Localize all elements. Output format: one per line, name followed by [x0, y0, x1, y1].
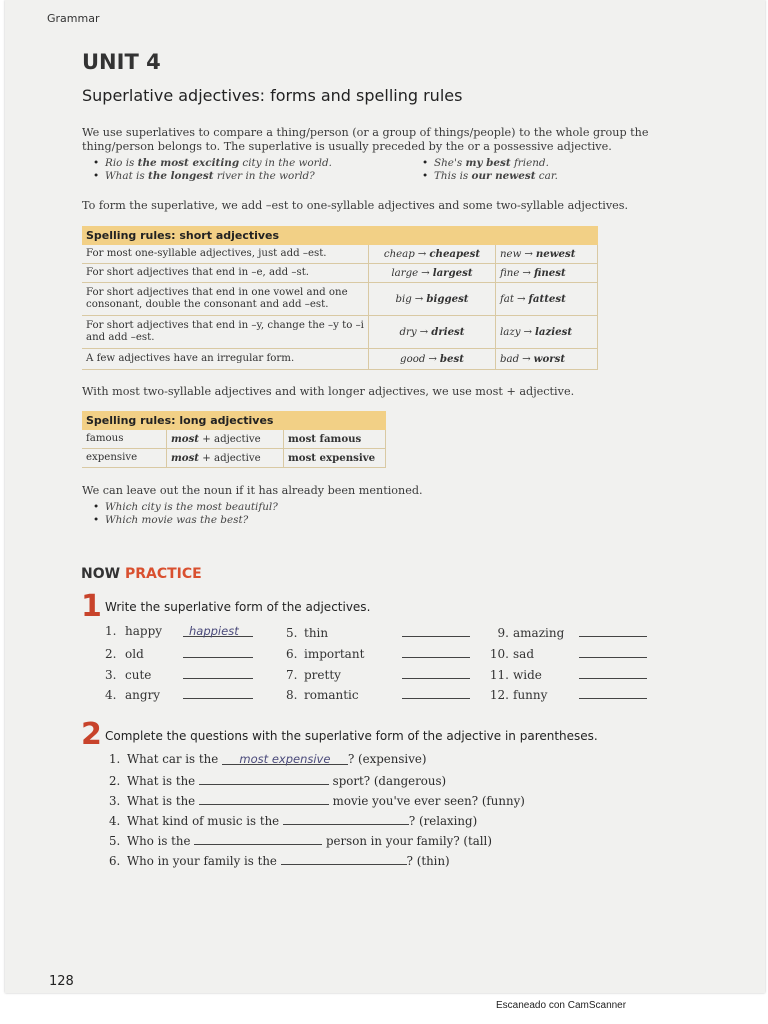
intro-paragraph: We use superlatives to compare a thing/person (or a group of things/people) to the whole group the thing/person belongs to. The superlative is usually preceded by the or a possessive adjective. [82, 126, 649, 153]
example-cell: cheap → cheapest [369, 245, 496, 264]
question-item: 6. Who in your family is the ? (thin) [109, 854, 450, 868]
scanner-watermark: Escaneado con CamScanner [496, 1000, 627, 1011]
answer-field[interactable] [194, 832, 322, 845]
exercise-item: 8. romantic [286, 686, 470, 702]
exercise-item: 10. sad [481, 645, 647, 661]
example-cell: good → best [369, 349, 496, 370]
answer-field[interactable] [183, 666, 253, 679]
example-cell: bad → worst [496, 349, 598, 370]
table-row [82, 449, 386, 468]
exercise-item: 5. thin [286, 624, 470, 640]
example-cell: fine → finest [496, 264, 598, 283]
short-adjectives-table [82, 226, 598, 370]
two-syllable-note: With most two-syllable adjectives and with longer adjectives, we use most + adjective. [82, 385, 575, 398]
example-cell: fat → fattest [496, 283, 598, 316]
rule-cell: For short adjectives that end in –e, add –st. [82, 264, 369, 283]
adjective-cell: expensive [82, 449, 167, 468]
answer-field[interactable] [402, 624, 470, 637]
leave-out-text: We can leave out the noun if it has already been mentioned. [82, 484, 423, 497]
example-cell: dry → driest [369, 316, 496, 349]
exercise-2-items [109, 752, 669, 872]
rule-cell: For short adjectives that end in –y, change the –y to –i and add –est. [82, 316, 369, 349]
example-sentence: • Which city is the most beautiful? [93, 501, 493, 514]
exercise-item: 11. wide [481, 666, 647, 682]
example-cell: new → newest [496, 245, 598, 264]
exercise-item: 1. happy happiest [105, 624, 253, 638]
question-item: 1. What car is the most expensive ? (expensive) [109, 752, 427, 766]
formula-cell: most + adjective [167, 449, 284, 468]
example-cell: large → largest [369, 264, 496, 283]
answer-field[interactable] [579, 686, 647, 699]
answer-field[interactable] [402, 666, 470, 679]
question-item: 4. What kind of music is the ? (relaxing) [109, 814, 478, 828]
table-row [82, 283, 598, 316]
example-cell: big → biggest [369, 283, 496, 316]
example-sentence: • This is our newest car. [422, 170, 662, 183]
document-page [5, 0, 765, 993]
exercise-item: 7. pretty [286, 666, 470, 682]
answer-field[interactable] [183, 645, 253, 658]
adjective-cell: famous [82, 430, 167, 449]
examples-left [93, 157, 423, 183]
answer-field[interactable]: most expensive [222, 752, 348, 765]
exercise-2-number: 2 [81, 717, 102, 752]
question-item: 2. What is the sport? (dangerous) [109, 774, 447, 788]
exercise-item: 4. angry [105, 686, 253, 702]
answer-field[interactable]: happiest [183, 624, 253, 637]
table-row [82, 430, 386, 449]
answer-field[interactable] [579, 624, 647, 637]
long-adjectives-table [82, 411, 386, 468]
answer-field[interactable] [199, 792, 329, 805]
exercise-item: 9. amazing [481, 624, 647, 640]
answer-field[interactable] [402, 645, 470, 658]
examples-right [422, 157, 662, 183]
answer-field[interactable] [183, 686, 253, 699]
exercise-item: 2. old [105, 645, 253, 661]
result-cell: most famous [284, 430, 386, 449]
exercise-item: 12. funny [481, 686, 647, 702]
table-row [82, 316, 598, 349]
question-item: 5. Who is the person in your family? (tall) [109, 834, 492, 848]
answer-field[interactable] [402, 686, 470, 699]
answer-field[interactable] [283, 812, 409, 825]
formula-cell: most + adjective [167, 430, 284, 449]
example-sentence: • What is the longest river in the world? [93, 170, 423, 183]
rule-cell: For most one-syllable adjectives, just add –est. [82, 245, 369, 264]
example-sentence: • She's my best friend. [422, 157, 662, 170]
answer-field[interactable] [281, 852, 407, 865]
question-item: 3. What is the movie you've ever seen? (funny) [109, 794, 525, 808]
table-row [82, 349, 598, 370]
example-sentence: • Which movie was the best? [93, 514, 493, 527]
exercise-item: 6. important [286, 645, 470, 661]
unit-title: UNIT 4 [82, 50, 161, 74]
exercise-item: 3. cute [105, 666, 253, 682]
form-rule-text: To form the superlative, we add –est to one-syllable adjectives and some two-syllable adjectives. [82, 199, 629, 212]
exercise-1-number: 1 [81, 589, 102, 624]
example-cell: lazy → laziest [496, 316, 598, 349]
example-sentence: • Rio is the most exciting city in the world. [93, 157, 423, 170]
answer-field[interactable] [579, 645, 647, 658]
table-header: Spelling rules: short adjectives [82, 226, 598, 245]
practice-heading: NOW PRACTICE [81, 566, 202, 582]
page-number: 128 [49, 974, 74, 989]
table-row [82, 245, 598, 264]
section-label: Grammar [47, 12, 100, 25]
table-row [82, 264, 598, 283]
table-header: Spelling rules: long adjectives [82, 411, 386, 430]
leave-out-examples [93, 501, 493, 527]
page-title: Superlative adjectives: forms and spelling rules [82, 86, 463, 105]
result-cell: most expensive [284, 449, 386, 468]
exercise-2-instruction: Complete the questions with the superlative form of the adjective in parentheses. [105, 729, 598, 743]
rule-cell: A few adjectives have an irregular form. [82, 349, 369, 370]
intro-section [82, 126, 662, 153]
rule-cell: For short adjectives that end in one vowel and one consonant, double the consonant and add –est. [82, 283, 369, 316]
answer-field[interactable] [579, 666, 647, 679]
exercise-1-items [105, 624, 665, 714]
exercise-1-instruction: Write the superlative form of the adjectives. [105, 600, 371, 614]
answer-field[interactable] [199, 772, 329, 785]
